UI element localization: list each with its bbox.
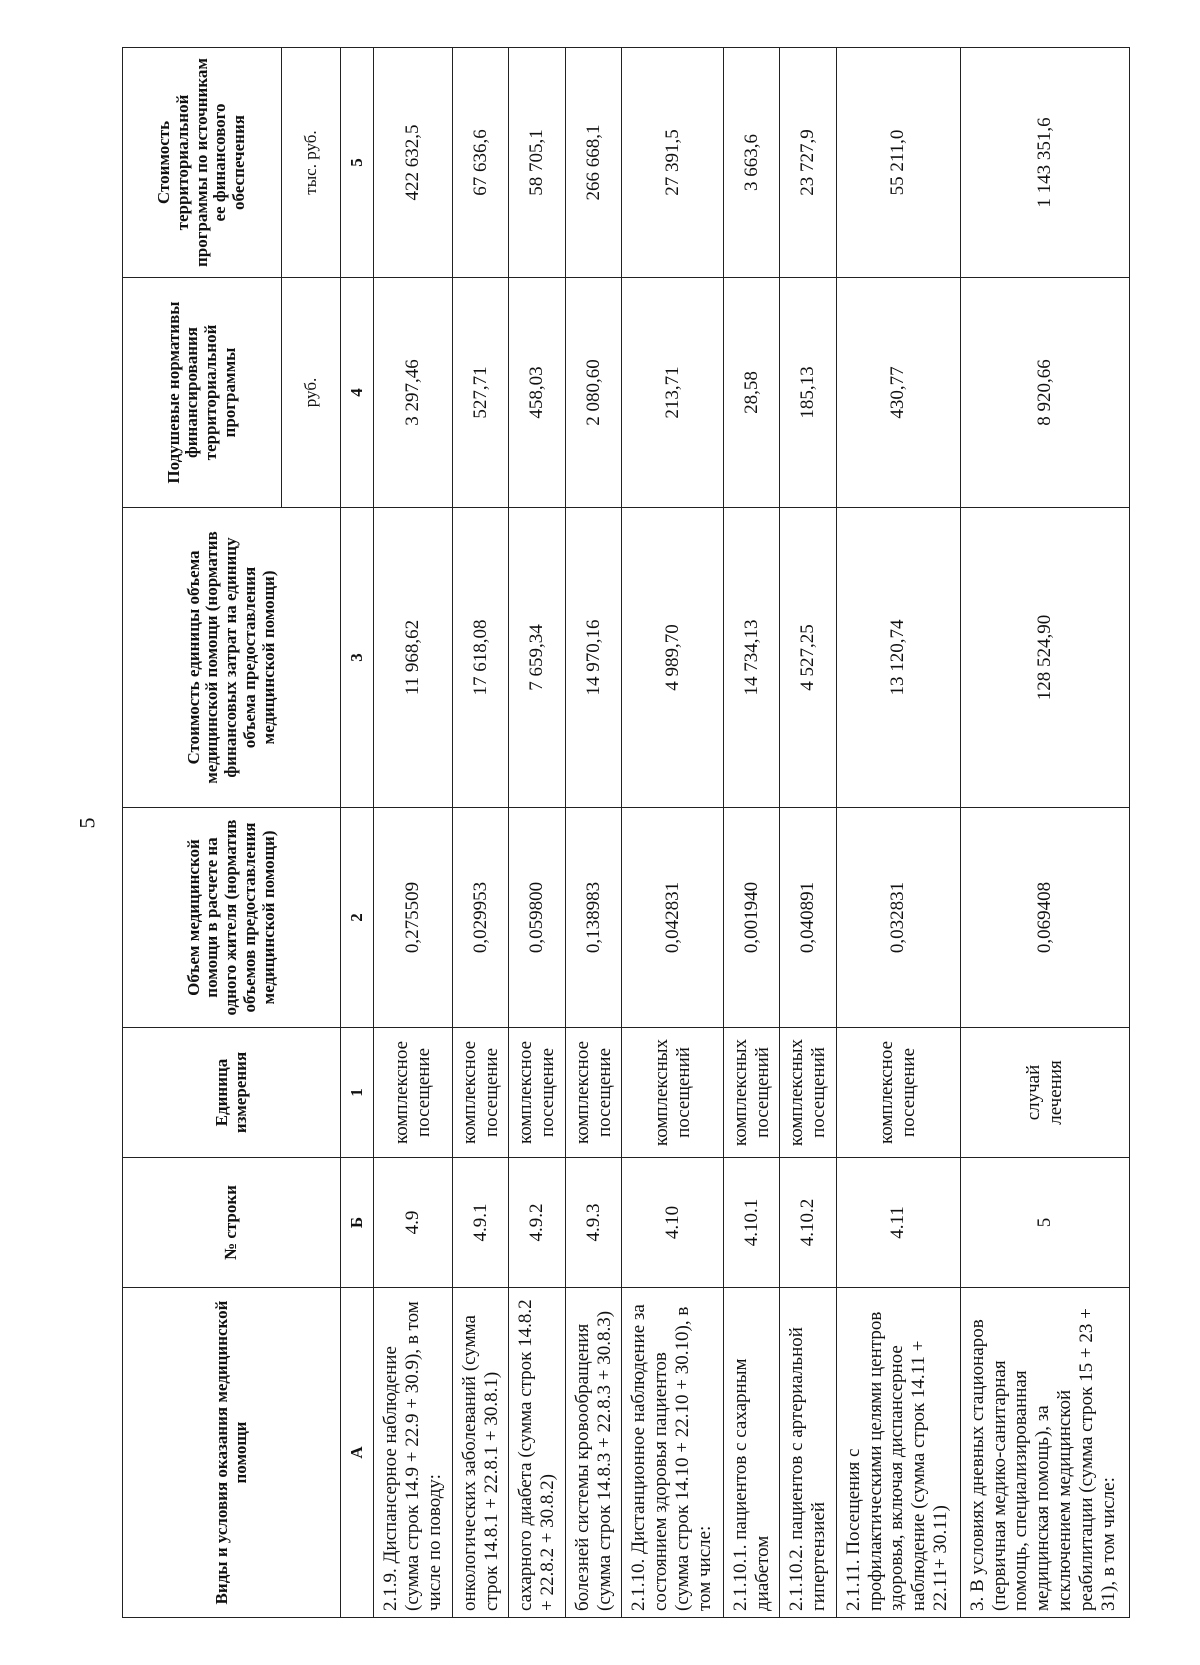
- row-description: болезней системы кровообращения (сумма строк 14.8.3 + 22.8.3 + 30.8.3): [565, 1288, 621, 1618]
- header-col-1: Единица измерения: [123, 1028, 341, 1158]
- table-row: [565, 48, 621, 1618]
- row-volume: 0,029953: [452, 808, 508, 1028]
- row-unit: комплексное посещение: [374, 1028, 453, 1158]
- row-number: 4.9.3: [565, 1158, 621, 1288]
- row-total: 58 705,1: [509, 48, 565, 278]
- index-cell: А: [341, 1288, 374, 1618]
- index-cell: 1: [341, 1028, 374, 1158]
- table-row: [452, 48, 508, 1618]
- row-number: 5: [960, 1158, 1129, 1288]
- row-per-capita: 527,71: [452, 278, 508, 508]
- row-per-capita: 2 080,60: [565, 278, 621, 508]
- row-unit-cost: 17 618,08: [452, 508, 508, 808]
- rotated-table-container: [122, 48, 1130, 1618]
- row-unit: комплексное посещение: [509, 1028, 565, 1158]
- index-cell: 2: [341, 808, 374, 1028]
- row-total: 3 663,6: [723, 48, 779, 278]
- table-row: [723, 48, 779, 1618]
- header-col-2: Объем медицинской помощи в расчете на одного жителя (норматив объемов предоставления медицинской помощи): [123, 808, 341, 1028]
- row-description: 2.1.10.1. пациентов с сахарным диабетом: [723, 1288, 779, 1618]
- row-volume: 0,059800: [509, 808, 565, 1028]
- row-unit: случай лечения: [960, 1028, 1129, 1158]
- row-total: 422 632,5: [374, 48, 453, 278]
- row-description: 2.1.10.2. пациентов с артериальной гипертензией: [780, 1288, 836, 1618]
- row-total: 67 636,6: [452, 48, 508, 278]
- index-cell: Б: [341, 1158, 374, 1288]
- header-col-a: Виды и условия оказания медицинской помощи: [123, 1288, 341, 1618]
- row-per-capita: 8 920,66: [960, 278, 1129, 508]
- row-number: 4.10: [622, 1158, 724, 1288]
- row-total: 1 143 351,6: [960, 48, 1129, 278]
- row-number: 4.9.1: [452, 1158, 508, 1288]
- row-description: 2.1.9. Диспансерное наблюдение (сумма строк 14.9 + 22.9 + 30.9), в том числе по поводу:: [374, 1288, 453, 1618]
- row-number: 4.9.2: [509, 1158, 565, 1288]
- row-unit: комплексное посещение: [452, 1028, 508, 1158]
- row-volume: 0,001940: [723, 808, 779, 1028]
- row-unit: комплексных посещений: [622, 1028, 724, 1158]
- header-unit-5: тыс. руб.: [282, 48, 341, 278]
- table-row: [374, 48, 453, 1618]
- row-number: 4.10.2: [780, 1158, 836, 1288]
- row-unit-cost: 7 659,34: [509, 508, 565, 808]
- row-per-capita: 430,77: [836, 278, 960, 508]
- row-total: 266 668,1: [565, 48, 621, 278]
- table-row: [960, 48, 1129, 1618]
- page-number: 5: [74, 817, 100, 829]
- row-unit: комплексных посещений: [723, 1028, 779, 1158]
- row-description: 2.1.11. Посещения с профилактическими целями центров здоровья, включая диспансерное наблюдение (сумма строк 14.11 + 22.11+ 30.11): [836, 1288, 960, 1618]
- row-volume: 0,138983: [565, 808, 621, 1028]
- row-total: 55 211,0: [836, 48, 960, 278]
- row-volume: 0,069408: [960, 808, 1129, 1028]
- row-unit-cost: 4 989,70: [622, 508, 724, 808]
- header-col-5: Стоимость территориальной программы по источникам ее финансового обеспечения: [123, 48, 282, 278]
- row-per-capita: 213,71: [622, 278, 724, 508]
- row-unit: комплексное посещение: [836, 1028, 960, 1158]
- row-unit-cost: 13 120,74: [836, 508, 960, 808]
- row-unit-cost: 14 734,13: [723, 508, 779, 808]
- row-volume: 0,040891: [780, 808, 836, 1028]
- index-cell: 3: [341, 508, 374, 808]
- row-unit-cost: 14 970,16: [565, 508, 621, 808]
- table-row: [622, 48, 724, 1618]
- row-volume: 0,042831: [622, 808, 724, 1028]
- header-unit-4: руб.: [282, 278, 341, 508]
- row-description: 2.1.10. Дистанционное наблюдение за состоянием здоровья пациентов (сумма строк 14.10 + 22.10 + 30.10), в том числе:: [622, 1288, 724, 1618]
- row-volume: 0,032831: [836, 808, 960, 1028]
- row-unit: комплексное посещение: [565, 1028, 621, 1158]
- row-total: 23 727,9: [780, 48, 836, 278]
- financing-table: [122, 47, 1130, 1618]
- row-unit-cost: 11 968,62: [374, 508, 453, 808]
- table-row: [509, 48, 565, 1618]
- row-description: 3. В условиях дневных стационаров (первичная медико-санитарная помощь, специализированная медицинская помощь), за исключением медицинской реабилитации (сумма строк 15 + 23 + 31), в том числе:: [960, 1288, 1129, 1618]
- table-row: [780, 48, 836, 1618]
- row-per-capita: 185,13: [780, 278, 836, 508]
- index-cell: 5: [341, 48, 374, 278]
- row-description: онкологических заболеваний (сумма строк 14.8.1 + 22.8.1 + 30.8.1): [452, 1288, 508, 1618]
- index-cell: 4: [341, 278, 374, 508]
- row-volume: 0,275509: [374, 808, 453, 1028]
- row-number: 4.9: [374, 1158, 453, 1288]
- row-description: сахарного диабета (сумма строк 14.8.2 + 22.8.2 + 30.8.2): [509, 1288, 565, 1618]
- row-unit-cost: 128 524,90: [960, 508, 1129, 808]
- row-per-capita: 458,03: [509, 278, 565, 508]
- row-unit-cost: 4 527,25: [780, 508, 836, 808]
- row-per-capita: 3 297,46: [374, 278, 453, 508]
- header-col-b: № строки: [123, 1158, 341, 1288]
- row-number: 4.11: [836, 1158, 960, 1288]
- row-per-capita: 28,58: [723, 278, 779, 508]
- header-col-4: Подушевые нормативы финансирования территориальной программы: [123, 278, 282, 508]
- table-row: [836, 48, 960, 1618]
- header-col-3: Стоимость единицы объема медицинской помощи (норматив финансовых затрат на единицу объема предоставления медицинской помощи): [123, 508, 341, 808]
- row-unit: комплексных посещений: [780, 1028, 836, 1158]
- row-number: 4.10.1: [723, 1158, 779, 1288]
- index-row: [341, 48, 374, 1618]
- row-total: 27 391,5: [622, 48, 724, 278]
